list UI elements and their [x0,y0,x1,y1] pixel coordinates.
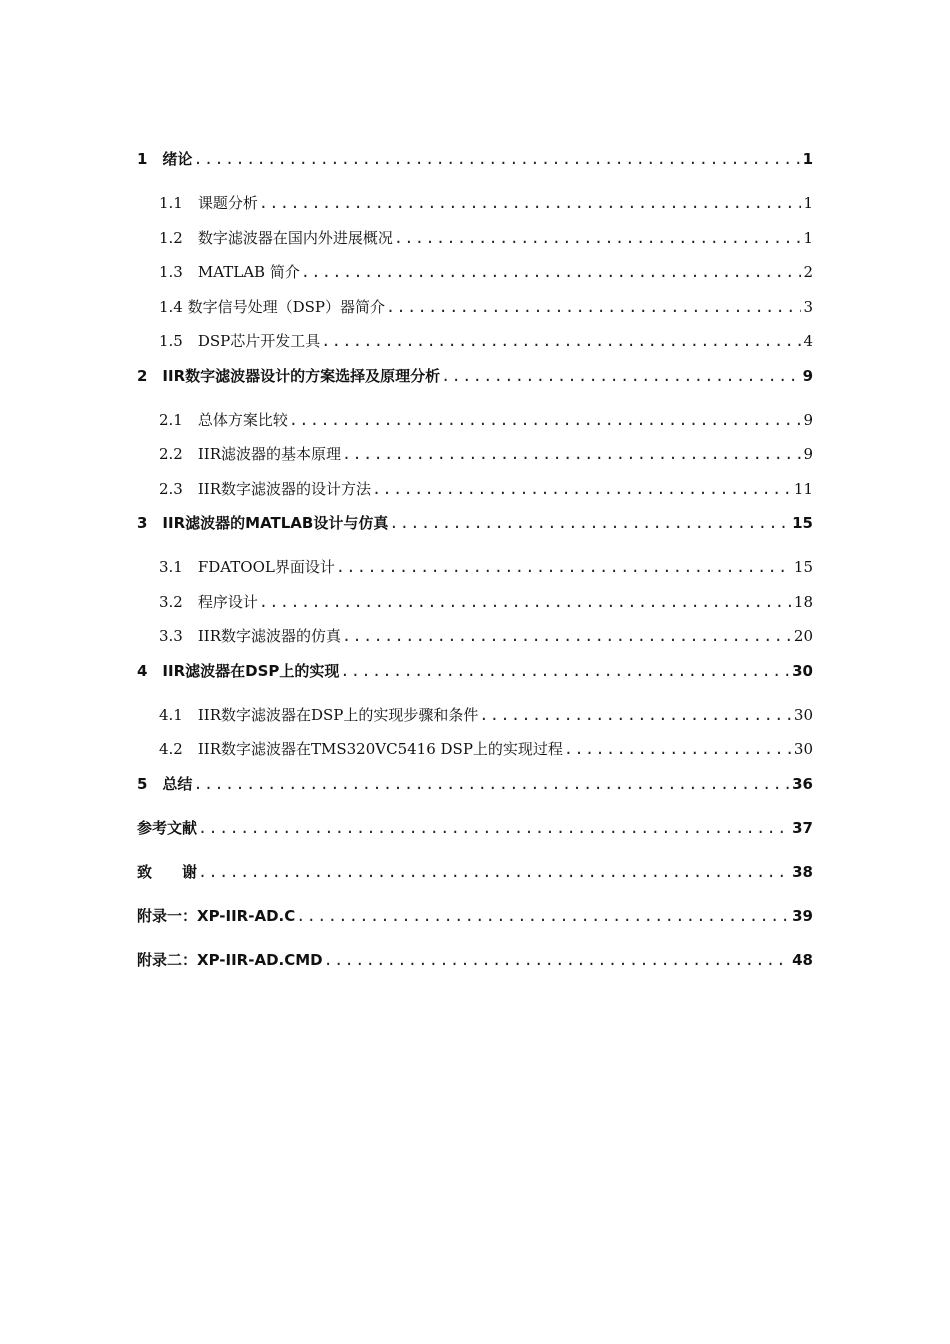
dot-leader [198,858,790,886]
toc-entry-4-1[interactable] [137,701,813,736]
toc-entry-title: 3 IIR滤波器的MATLAB设计与仿真 [137,514,389,532]
toc-page-number: 4 [803,332,813,350]
toc-entry-3-2[interactable] [137,588,813,623]
toc-entry-1-3[interactable] [137,258,813,293]
dot-leader [441,362,800,390]
toc-entry-title: 5 总结 [137,774,193,793]
toc-entry-title: 3.3 IIR数字滤波器的仿真 [159,627,342,645]
toc-page-number: 11 [793,479,813,498]
toc-entry-1[interactable] [137,145,813,189]
toc-entry-title: 1.4 数字信号处理（DSP）器简介 [159,297,386,316]
toc-entry-title: 1 绪论 [137,150,193,168]
toc-entry-3-3[interactable] [137,622,813,657]
toc-page-number: 30 [793,705,813,724]
dot-leader [193,770,790,798]
toc-entry-3[interactable] [137,509,813,553]
toc-entry-1-5[interactable] [137,327,813,362]
dot-leader [296,902,790,930]
toc-entry-2-3[interactable] [137,475,813,510]
toc-entry-2-1[interactable] [137,406,813,441]
toc-entry-5[interactable] [137,770,813,814]
toc-entry-title: 1.2 数字滤波器在国内外进展概况 [159,228,393,247]
dot-leader [336,553,792,581]
toc-entry-title: 4.1 IIR数字滤波器在DSP上的实现步骤和条件 [159,705,479,724]
toc-entry-appendix-2[interactable] [137,946,813,990]
toc-entry-1-2[interactable] [137,224,813,259]
dot-leader [324,946,791,974]
toc-page-number: 39 [792,906,813,925]
toc-page-number: 38 [792,862,813,881]
toc-page-number: 48 [792,950,813,969]
dot-leader [389,509,790,537]
toc-entry-title: 附录二：XP-IIR-AD.CMD [137,950,323,969]
toc-entry-title: 2.1 总体方案比较 [159,410,288,429]
toc-page-number: 2 [803,263,813,281]
toc-entry-title: 致 谢 [137,862,198,881]
dot-leader [301,258,801,286]
dot-leader [259,189,801,217]
toc-page-number: 15 [792,514,813,532]
dot-leader [321,327,801,355]
toc-page-number: 1 [803,194,813,212]
dot-leader [198,814,790,842]
toc-page-number: 9 [802,366,813,385]
toc-entry-title: 参考文献 [137,818,198,837]
dot-leader [289,406,801,434]
toc-entry-title: 附录一：XP-IIR-AD.C [137,906,296,925]
toc-page-number: 9 [803,410,813,429]
toc-entry-4-2[interactable] [137,735,813,770]
toc-entry-1-1[interactable] [137,189,813,224]
toc-page-number: 30 [793,740,813,758]
toc-page-number: 30 [792,661,813,680]
toc-entry-references[interactable] [137,814,813,858]
toc-page-number: 18 [793,592,813,611]
toc-entry-title: 2.3 IIR数字滤波器的设计方法 [159,479,372,498]
toc-page-number: 1 [802,150,813,168]
dot-leader [564,735,792,763]
toc-entry-2-2[interactable] [137,440,813,475]
toc-page-number: 9 [803,445,813,463]
toc-entry-title: 4.2 IIR数字滤波器在TMS320VC5416 DSP上的实现过程 [159,740,563,758]
toc-entry-title: 2 IIR数字滤波器设计的方案选择及原理分析 [137,366,441,385]
toc-entry-acknowledgements[interactable] [137,858,813,902]
toc-page-number: 36 [792,774,813,793]
toc-entry-3-1[interactable] [137,553,813,588]
toc-entry-title: 1.5 DSP芯片开发工具 [159,332,321,350]
toc-page-number: 37 [792,818,813,837]
toc-entry-appendix-1[interactable] [137,902,813,946]
toc-page-number: 20 [793,627,813,645]
table-of-contents [137,145,813,990]
dot-leader [342,622,792,650]
toc-entry-title: 1.3 MATLAB 简介 [159,263,300,281]
toc-entry-title: 3.1 FDATOOL界面设计 [159,558,335,576]
dot-leader [372,475,792,503]
toc-page-number: 1 [803,228,813,247]
toc-entry-2[interactable] [137,362,813,406]
dot-leader [394,224,801,252]
dot-leader [193,145,800,173]
toc-entry-title: 4 IIR滤波器在DSP上的实现 [137,661,340,680]
toc-entry-title: 3.2 程序设计 [159,592,258,611]
toc-entry-4[interactable] [137,657,813,701]
toc-entry-1-4[interactable] [137,293,813,328]
dot-leader [479,701,792,729]
toc-page-number: 15 [793,558,813,576]
toc-entry-title: 2.2 IIR滤波器的基本原理 [159,445,342,463]
toc-entry-title: 1.1 课题分析 [159,194,258,212]
toc-page-number: 3 [803,297,813,316]
dot-leader [386,293,801,321]
dot-leader [259,588,792,616]
dot-leader [342,440,801,468]
dot-leader [340,657,790,685]
